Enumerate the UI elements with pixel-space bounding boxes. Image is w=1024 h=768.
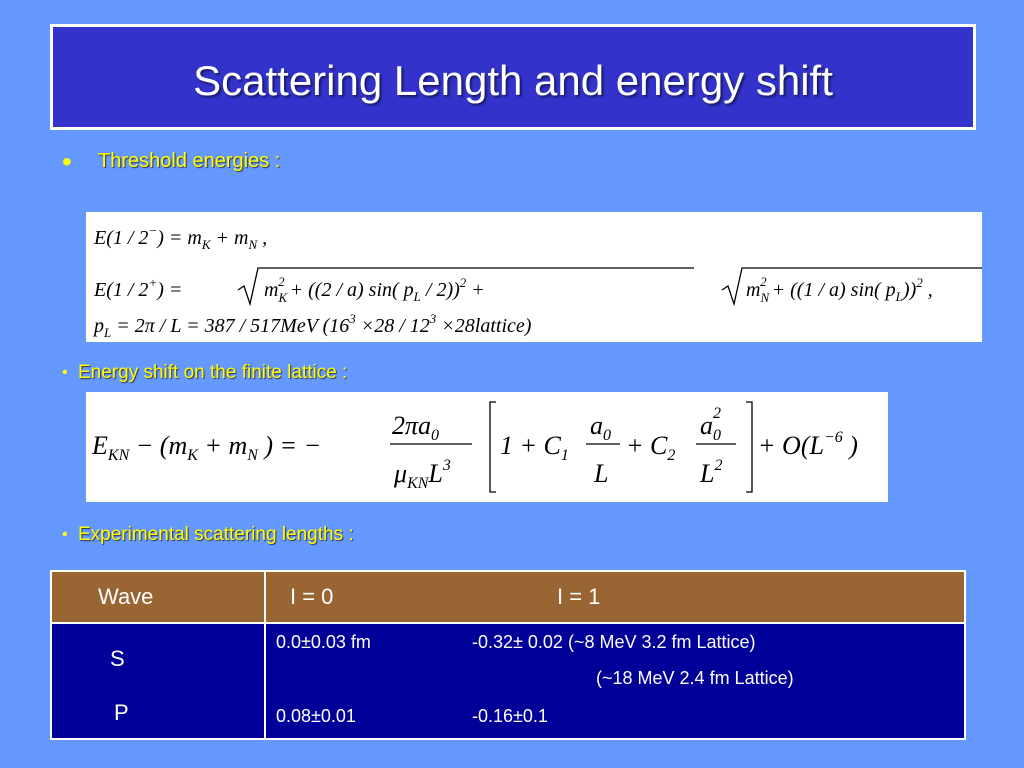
threshold-formula-box <box>86 212 982 342</box>
bullet-dot-icon: • <box>62 145 72 177</box>
svg-text:L: L <box>594 459 609 488</box>
svg-text:2πa0: $2\pi a_0$ <box>392 411 440 444</box>
slide-title: Scattering Length and energy shift <box>193 57 833 104</box>
title-box <box>50 24 976 130</box>
header-i1: I = 1 <box>557 584 601 609</box>
svg-text:mK2 + ((2 / a) sin( pL / 2))2: $m_K2 + ((2 / a)$ sin( $p_L / 2))^2$ + <box>264 274 485 305</box>
bullet-threshold <box>62 145 281 177</box>
bullet-dot-icon: • <box>62 364 68 381</box>
bullet-energy-shift <box>62 362 347 384</box>
header-wave: Wave <box>51 571 265 623</box>
wave-p: P <box>114 700 129 725</box>
p-i1-value: -0.16±0.1 <box>472 706 548 726</box>
bullet-dot-icon: • <box>62 526 68 543</box>
header-i0: I = 0 <box>290 584 334 609</box>
energy-shift-formula-box <box>86 392 888 502</box>
threshold-formula-svg <box>86 212 982 342</box>
svg-text:pL = 2π / L = 387 / 517MeV (16: $p_L = 2\pi / L = 387 / 517MeV$ ($16^3 \times 28 / 12^3$ ×28lattice) <box>94 311 532 340</box>
svg-text:a0: $a_0$ <box>590 411 611 444</box>
header-isospin <box>265 571 965 623</box>
s-i1-value: -0.32± 0.02 (~8 MeV 3.2 fm Lattice) <box>472 632 756 652</box>
s-i1-extra: (~18 MeV 2.4 fm Lattice) <box>596 668 794 688</box>
scattering-lengths-table <box>50 570 966 740</box>
energy-shift-heading: Energy shift on the finite lattice : <box>78 362 348 383</box>
bullet-experimental <box>62 524 354 546</box>
svg-text:+ C2: + $C_2$ <box>626 431 676 464</box>
table-header-row <box>51 571 965 623</box>
svg-text:E(1 / 2−) = mK + mN ,: $E(1 / 2^-) = m_K + m_N$ , <box>94 223 268 252</box>
values-column <box>265 623 965 739</box>
table-row <box>51 623 965 739</box>
svg-text:1 + C1: $1 + C_1$ <box>500 431 569 464</box>
wave-s: S <box>110 646 125 671</box>
svg-text:mN2 + ((1 / a) sin( pL))2 ,: $m_N2 + ((1 / a)$ sin( $p_L))^2$ , <box>746 274 933 305</box>
s-i0-value: 0.0±0.03 fm <box>276 632 371 652</box>
svg-text:EKN − (mK + mN ) = −: $E_{KN} - (m_K + m_N$ ) = − <box>92 431 322 464</box>
svg-text:L2: $L^2$ <box>700 457 723 488</box>
svg-text:+ O(L−6 ): + $O(L^{-6}$ ) <box>758 429 858 460</box>
energy-shift-formula-svg <box>86 392 888 502</box>
experimental-heading: Experimental scattering lengths : <box>78 524 354 545</box>
svg-text:E(1 / 2+) =: E(1 / 2+) = <box>94 275 183 301</box>
p-i0-value: 0.08±0.01 <box>276 706 356 726</box>
wave-column <box>51 623 265 739</box>
threshold-heading: Threshold energies : <box>98 150 281 172</box>
svg-text:μKNL3: $\mu_{KN}L^3$ <box>394 457 451 492</box>
svg-text:a02: $a_02$ <box>700 405 721 444</box>
